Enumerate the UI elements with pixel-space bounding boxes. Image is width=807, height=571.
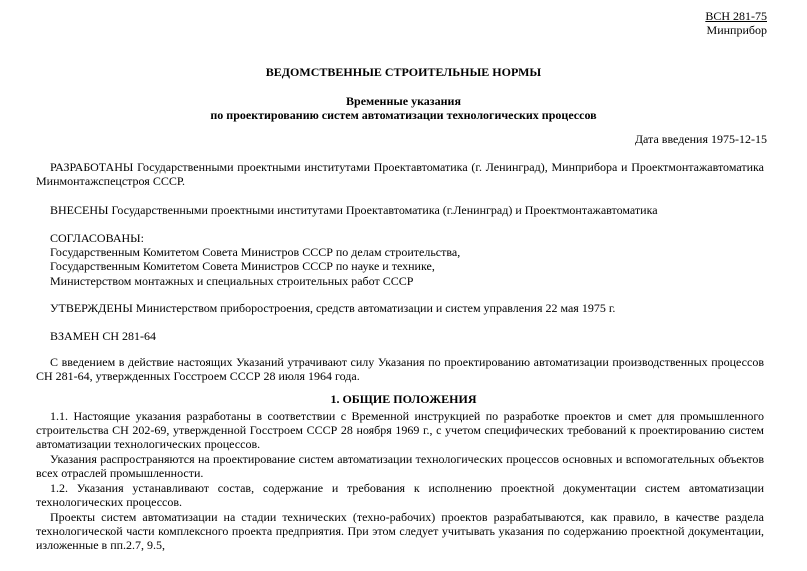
- agreed-line: Министерством монтажных и специальных строительных работ СССР: [50, 273, 414, 288]
- agreed-line: Государственным Комитетом Совета Министров СССР по науке и технике,: [50, 259, 435, 274]
- document-subtitle-2: по проектированию систем автоматизации технологических процессов: [210, 108, 597, 122]
- clause-1-2-projects: Проекты систем автоматизации на стадии технических (техно-рабочих) проектов разрабатываются, как правило, в качестве раздела технологической части комплексного проекта предприятия. При этом следует учитывать указания по содержанию проектной документации, изложенные в пп.2.7, 9.5,: [36, 510, 764, 553]
- intro-paragraph: С введением в действие настоящих Указаний утрачивают силу Указания по проектированию автоматизации производственных процессов СН 281-64, утвержденных Госстроем СССР 28 июля 1964 года.: [36, 355, 764, 384]
- introduced-paragraph: ВНЕСЕНЫ Государственными проектными институтами Проектавтоматика (г.Ленинград) и Проектмонтажавтоматика: [50, 203, 658, 217]
- clause-1-1: 1.1. Настоящие указания разработаны в соответствии с Временной инструкцией по разработке проектов и смет для промышленного строительства СН 202-69, утвержденной Госстроем СССР 28 ноября 1969 г., с учетом специфических требований к проектированию систем автоматизации технологических процессов.: [36, 409, 764, 452]
- clause-1-1-scope: Указания распространяются на проектирование систем автоматизации технологических процессов основных и вспомогательных объектов всех отраслей промышленности.: [36, 452, 764, 481]
- document-title: ВЕДОМСТВЕННЫЕ СТРОИТЕЛЬНЫЕ НОРМЫ: [265, 65, 542, 79]
- agreed-block: [50, 231, 750, 288]
- intro-date: Дата введения 1975-12-15: [634, 132, 767, 146]
- clause-1-2: 1.2. Указания устанавливают состав, содержание и требования к исполнению проектной документации систем автоматизации технологических процессов.: [36, 481, 764, 510]
- agreed-heading: СОГЛАСОВАНЫ:: [50, 231, 144, 245]
- document-code: ВСН 281-75: [705, 9, 767, 23]
- replaces-paragraph: ВЗАМЕН СН 281-64: [50, 329, 157, 343]
- approved-paragraph: УТВЕРЖДЕНЫ Министерством приборостроения, средств автоматизации и систем управления 22 мая 1975 г.: [50, 301, 616, 315]
- agency-label: Минприбор: [706, 23, 767, 37]
- agreed-line: Государственным Комитетом Совета Министров СССР по делам строительства,: [50, 245, 461, 260]
- developed-paragraph: РАЗРАБОТАНЫ Государственными проектными институтами Проектавтоматика (г. Ленинград), Минприбора и Проектмонтажавтоматика Минмонтажспецстроя СССР.: [36, 160, 764, 189]
- document-subtitle-1: Временные указания: [346, 94, 461, 108]
- section-heading: 1. ОБЩИЕ ПОЛОЖЕНИЯ: [330, 392, 477, 406]
